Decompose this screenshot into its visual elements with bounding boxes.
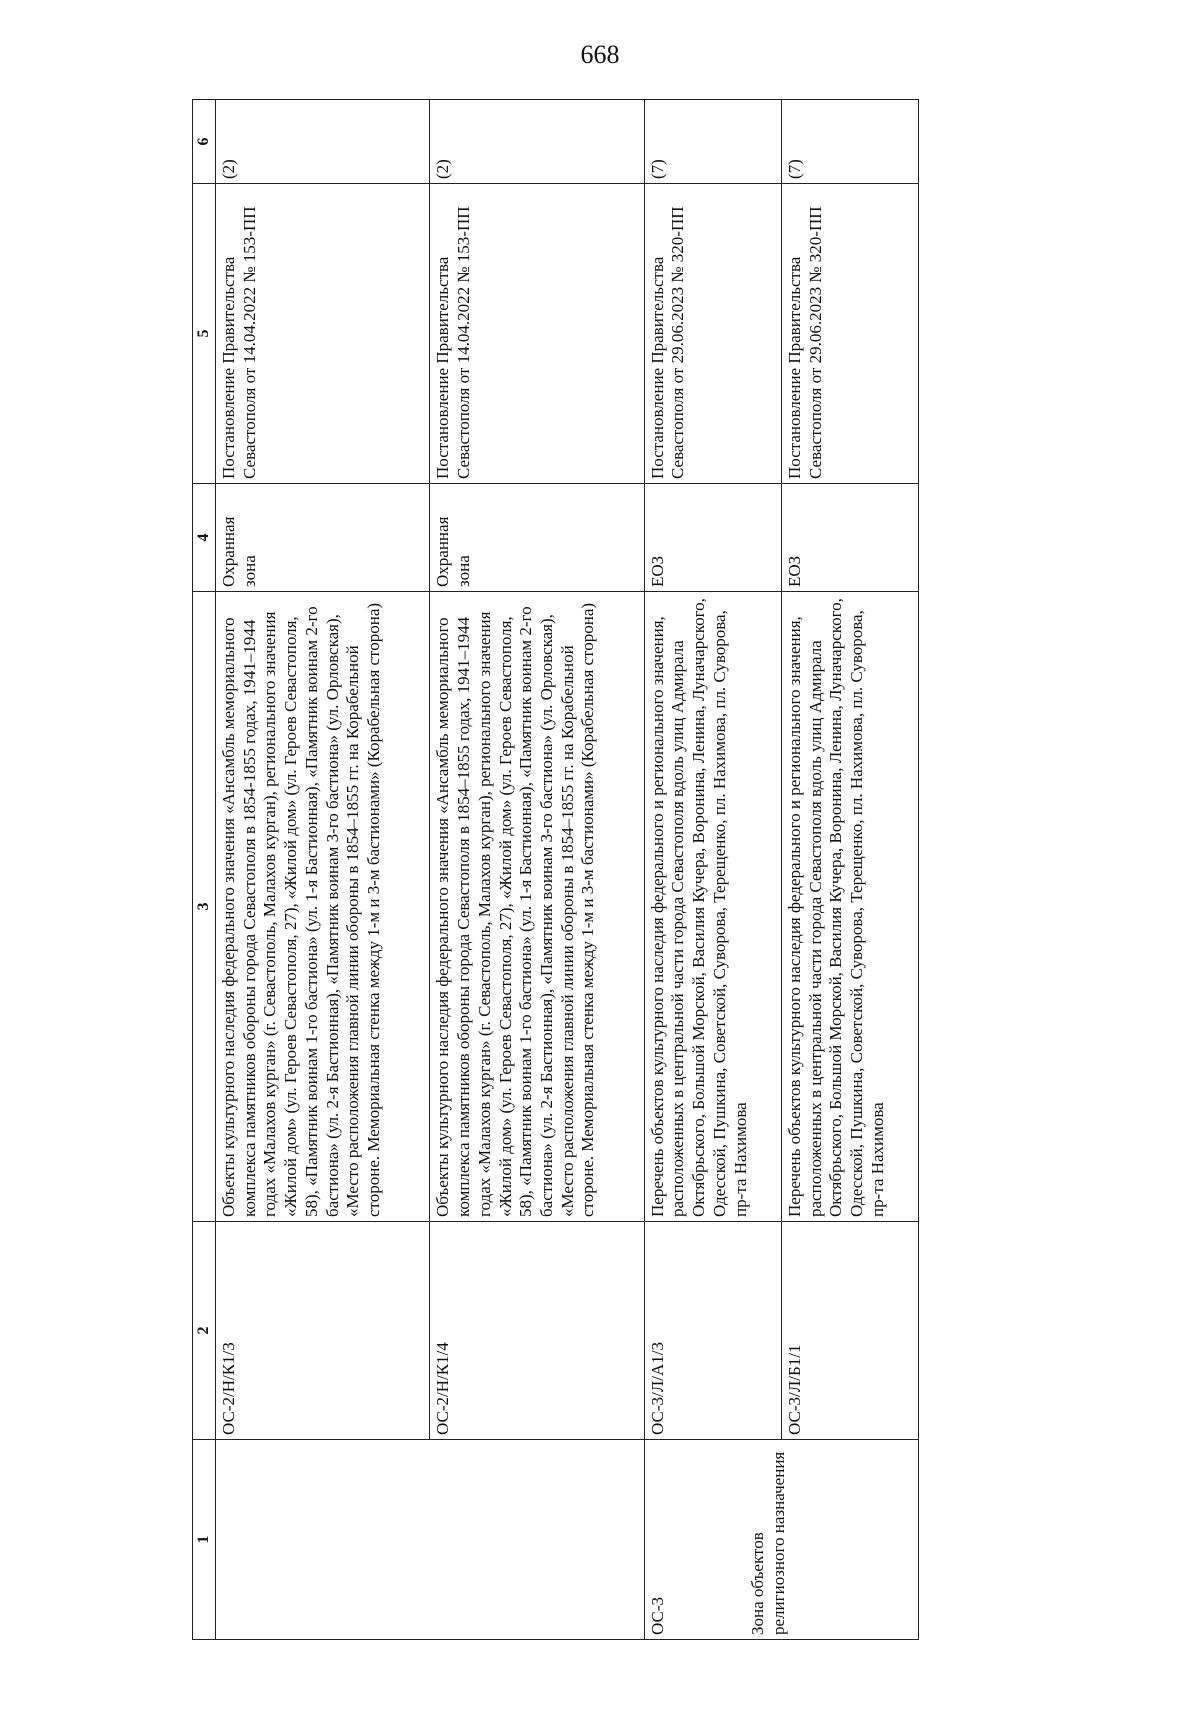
zone-code-cell: ОС-2/Н/К1/3 <box>216 1222 430 1440</box>
table-row <box>430 100 644 1640</box>
table-row <box>216 100 430 1640</box>
header-col-3: 3 <box>193 592 216 1222</box>
header-col-2: 2 <box>193 1222 216 1440</box>
objects-description-cell: Объекты культурного наследия федерального значения «Ансамбль мемориального комплекса памятников обороны города Севастополя в 1854-1855 годах, 1941–1944 годах «Малахов курган» (г. Севастополь, Малахов курган), регионального значения «Жилой дом» (ул. Героев Севастополя, 27), «Жилой дом» (ул. Героев Севастополя, 58), «Памятник воинам 1-го бастиона» (ул. 1-я Бастионная), «Памятник воинам 2-го бастиона» (ул. 2-я Бастионная), «Памятник воинам 3-го бастиона» (ул. Орловская), «Место расположения главной линии обороны в 1854–1855 гг. на Корабельной стороне. Мемориальная стенка между 1-м и 3-м бастионами» (Корабельная сторона) <box>216 592 430 1222</box>
zone-cell <box>644 1440 918 1640</box>
objects-description-cell: Перечень объектов культурного наследия федерального и регионального значения, расположенных в центральной части города Севастополя вдоль улиц Адмирала Октябрьского, Большой Морской, Василия Кучера, Воронина, Ленина, Луначарского, Одесской, Пушкина, Советской, Суворова, Терещенко, пл. Нахимова, пл. Суворова, пр-та Нахимова <box>781 592 918 1222</box>
table-row <box>781 100 918 1640</box>
note-cell: (2) <box>216 100 430 184</box>
rotated-table-container <box>192 100 919 1640</box>
objects-description-cell: Перечень объектов культурного наследия федерального и регионального значения, расположенных в центральной части города Севастополя вдоль улиц Адмирала Октябрьского, Большой Морской, Василия Кучера, Воронина, Ленина, Луначарского, Одесской, Пушкина, Советской, Суворова, Терещенко, пл. Нахимова, пл. Суворова, пр-та Нахимова <box>644 592 781 1222</box>
header-col-4: 4 <box>193 484 216 592</box>
note-cell: (7) <box>644 100 781 184</box>
zone-name: Зона объектов религиозного назначения <box>748 1451 789 1635</box>
zone-code-cell: ОС-2/Н/К1/4 <box>430 1222 644 1440</box>
header-row <box>193 100 216 1640</box>
zone-type-cell: ЕОЗ <box>781 484 918 592</box>
objects-description-cell: Объекты культурного наследия федерального значения «Ансамбль мемориального комплекса памятников обороны города Севастополя в 1854–1855 годах, 1941–1944 годах «Малахов курган» (г. Севастополь, Малахов курган), регионального значения «Жилой дом» (ул. Героев Севастополя, 27), «Жилой дом» (ул. Героев Севастополя, 58), «Памятник воинам 1-го бастиона» (ул. 1-я Бастионная), «Памятник воинам 2-го бастиона» (ул. 2-я Бастионная), «Памятник воинам 3-го бастиона» (ул. Орловская), «Место расположения главной линии обороны в 1854–1855 гг. на Корабельной стороне. Мемориальная стенка между 1-м и 3-м бастионами» (Корабельная сторона) <box>430 592 644 1222</box>
zone-cell <box>216 1440 645 1640</box>
document-cell: Постановление Правительства Севастополя от 29.06.2023 № 320-ПП <box>644 184 781 484</box>
zone-type-cell: ЕОЗ <box>644 484 781 592</box>
zone-type-cell: Охранная зона <box>430 484 644 592</box>
zone-code-cell: ОС-3/Л/А1/3 <box>644 1222 781 1440</box>
zones-table <box>192 99 919 1640</box>
zone-code-cell: ОС-3/Л/Б1/1 <box>781 1222 918 1440</box>
table-row <box>644 100 781 1640</box>
header-col-1: 1 <box>193 1440 216 1640</box>
document-cell: Постановление Правительства Севастополя от 14.04.2022 № 153-ПП <box>216 184 430 484</box>
note-cell: (2) <box>430 100 644 184</box>
header-col-5: 5 <box>193 184 216 484</box>
zone-code: ОС-3 <box>647 1597 667 1635</box>
document-cell: Постановление Правительства Севастополя от 14.04.2022 № 153-ПП <box>430 184 644 484</box>
header-col-6: 6 <box>193 100 216 184</box>
note-cell: (7) <box>781 100 918 184</box>
document-cell: Постановление Правительства Севастополя от 29.06.2023 № 320-ПП <box>781 184 918 484</box>
page-number: 668 <box>580 40 620 69</box>
zone-type-cell: Охранная зона <box>216 484 430 592</box>
